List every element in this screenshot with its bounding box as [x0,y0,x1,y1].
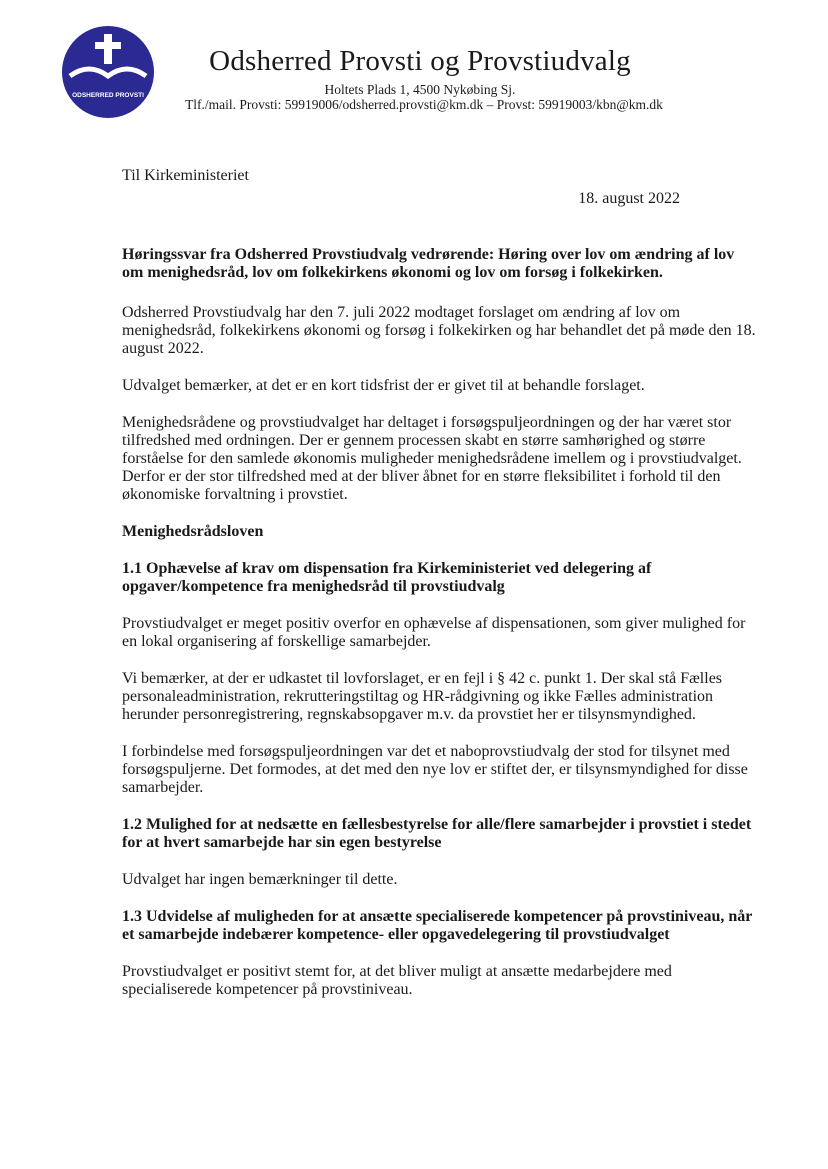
letter-date: 18. august 2022 [578,190,680,207]
organization-contact: Tlf./mail. Provsti: 59919006/odsherred.provsti@km.dk – Provst: 59919003/kbn@km.dk [185,97,663,112]
subsection-heading-1-2: 1.2 Mulighed for at nedsætte en fællesbestyrelse for alle/flere samarbejder i provstiet i stedet for at hvert samarbejde har sin egen bestyrelse [122,816,752,851]
paragraph: Odsherred Provstiudvalg har den 7. juli 2022 modtaget forslaget om ændring af lov om menighedsråd, folkekirkens økonomi og forsøg i folkekirken og har behandlet det på møde den 18. august 2022. [122,304,756,357]
odsherred-provsti-logo [62,26,154,118]
organization-address: Holtets Plads 1, 4500 Nykøbing Sj. [324,82,516,97]
paragraph: Udvalget bemærker, at det er en kort tidsfrist der er givet til at behandle forslaget. [122,377,645,394]
organization-title: Odsherred Provsti og Provstiudvalg [209,45,631,77]
paragraph: Provstiudvalget er positivt stemt for, at det bliver muligt at ansætte medarbejdere med specialiserede kompetencer på provstiniveau. [122,963,672,998]
paragraph: Udvalget har ingen bemærkninger til dette. [122,871,398,888]
recipient-line: Til Kirkeministeriet [122,167,249,184]
logo-text: ODSHERRED PROVSTI [72,92,144,99]
section-heading-menighedsraadsloven: Menighedsrådsloven [122,523,264,540]
letter-body [122,246,758,1018]
paragraph: Menighedsrådene og provstiudvalget har deltaget i forsøgspuljeordningen og der har været stor tilfredshed med ordningen. Der er gennem processen skabt en større samhørighed og større forståelse for den samlede økonomis muligheder menighedsrådene imellem og i provstiudvalget. Derfor er der stor tilfredshed med at der bliver åbnet for en større fleksibilitet i forhold til den økonomiske forvaltning i provstiet. [122,414,742,503]
paragraph: Vi bemærker, at der er udkastet til lovforslaget, er en fejl i § 42 c. punkt 1. Der skal stå Fælles personaleadministration, rekrutteringstiltag og HR-rådgivning og ikke Fælles administration herunder personregistrering, regnskabsopgaver m.v. da provstiet her er tilsynsmyndighed. [122,670,723,723]
subsection-heading-1-3: 1.3 Udvidelse af muligheden for at ansætte specialiserede kompetencer på provstiniveau, når et samarbejde indebærer kompetence- eller opgavedelegering til provstiudvalget [122,908,753,943]
subject-heading: Høringssvar fra Odsherred Provstiudvalg vedrørende: Høring over lov om ændring af lov om menighedsråd, lov om folkekirkens økonomi og lov om forsøg i folkekirken. [122,246,735,281]
paragraph: Provstiudvalget er meget positiv overfor en ophævelse af dispensationen, som giver mulighed for en lokal organisering af forskellige samarbejder. [122,615,746,650]
subsection-heading-1-1: 1.1 Ophævelse af krav om dispensation fra Kirkeministeriet ved delegering af opgaver/kompetence fra menighedsråd til provstiudvalg [122,560,652,595]
paragraph: I forbindelse med forsøgspuljeordningen var det et naboprovstiudvalg der stod for tilsynet med forsøgspuljerne. Det formodes, at det med den nye lov er stiftet der, er tilsynsmyndighed for disse samarbejder. [122,743,748,796]
